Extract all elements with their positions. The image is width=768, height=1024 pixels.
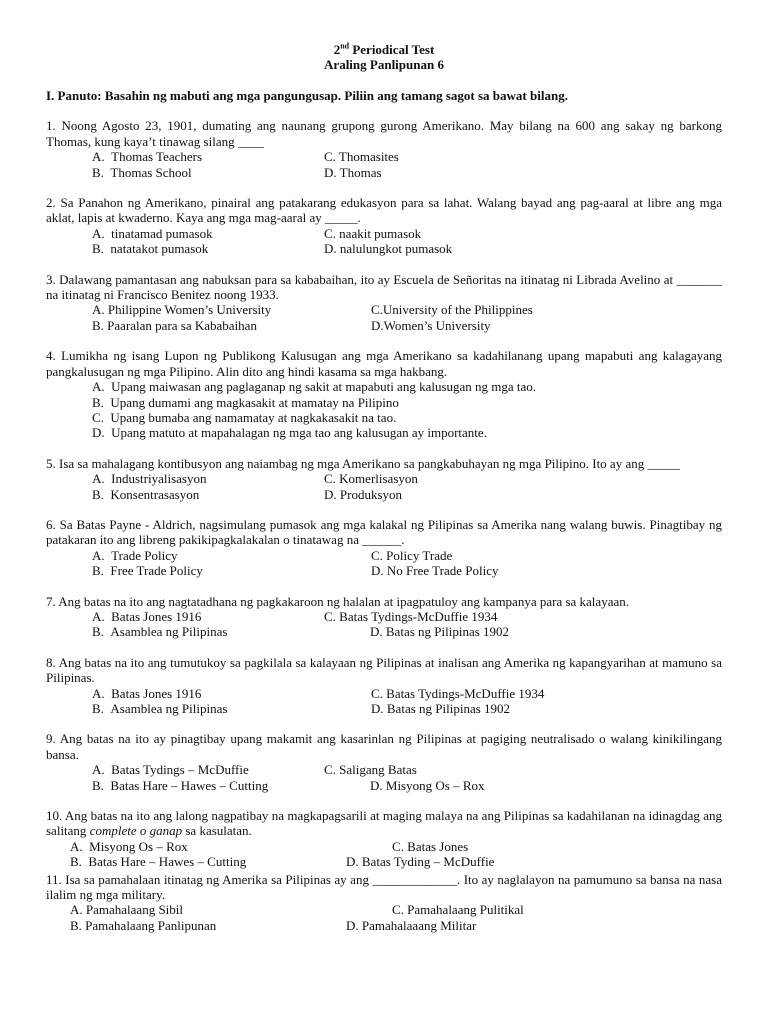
option-d: D. Thomas: [324, 164, 382, 180]
title-number: 2: [333, 42, 341, 57]
stem-part: sa kasulatan.: [182, 823, 252, 839]
option-c: C. Thomasites: [324, 149, 399, 165]
option-a: A. Batas Tydings – McDuffie: [92, 762, 249, 778]
option-c: C. Batas Tydings-McDuffie 1934: [324, 608, 498, 624]
options: [46, 839, 722, 870]
option-d: D. Batas Tyding – McDuffie: [346, 854, 495, 870]
question-5: [46, 456, 722, 502]
option-d: D.Women’s University: [371, 317, 491, 333]
option-d: D. Produksyon: [324, 486, 403, 502]
question-stem: 9. Ang batas na ito ay pinagtibay upang makamit ang kasarinlan ng Pilipinas at pagiging neutralisado o walang kinikilingang bansa.: [46, 731, 722, 762]
test-title: [46, 42, 722, 57]
option-c: C. Batas Tydings-McDuffie 1934: [371, 685, 545, 701]
options: [46, 471, 722, 502]
question-10: [46, 808, 722, 870]
question-stem: 5. Isa sa mahalagang kontibusyon ang naiambag ng mga Amerikano sa pangkabuhayan ng mga Pilipino. Ito ay ang _____: [46, 455, 680, 471]
option-b: B. Batas Hare – Hawes – Cutting: [70, 854, 247, 870]
option-d: D. Misyong Os – Rox: [370, 777, 485, 793]
question-9: [46, 731, 722, 793]
question-2: [46, 195, 722, 257]
options: [46, 902, 722, 933]
option-b: B. Upang dumami ang magkasakit at mamatay na Pilipino: [92, 394, 399, 410]
option-c: C. naakit pumasok: [324, 225, 422, 241]
question-1: [46, 118, 722, 180]
test-page: [46, 42, 722, 933]
options: [46, 302, 722, 333]
question-7: [46, 594, 722, 640]
option-d: D. Upang matuto at mapahalagan ng mga tao ang kalusugan ay importante.: [92, 425, 487, 441]
option-d: D. Pamahalaaang Militar: [346, 917, 477, 933]
question-stem: 7. Ang batas na ito ang nagtatadhana ng pagkakaroon ng halalan at ipagpatuloy ang kampanya para sa kalayaan.: [46, 593, 629, 609]
option-a: A. Industriyalisasyon: [92, 471, 207, 487]
stem-part: 10. Ang batas na ito ang lalong nagpatibay na magkapagsarili at maging malaya na ang Pilipinas sa kadahilanan na idinagdag ang salitang: [46, 808, 722, 839]
option-a: A. Upang maiwasan ang paglaganap ng sakit at mapabuti ang kalusugan ng mga tao.: [92, 379, 537, 395]
question-3: [46, 272, 722, 334]
question-4: [46, 348, 722, 440]
option-b: B. Asamblea ng Pilipinas: [92, 624, 228, 640]
option-b: B. Konsentrasasyon: [92, 486, 200, 502]
question-stem: 8. Ang batas na ito ang tumutukoy sa pagkilala sa kalayaan ng Pilipinas at inalisan ang Amerika ng kapangyarihan at mamuno sa Pilipinas.: [46, 654, 722, 686]
options: [46, 548, 722, 579]
title-text: Periodical Test: [349, 42, 435, 57]
options: [46, 686, 722, 717]
question-stem: 4. Lumikha ng isang Lupon ng Publikong Kalusugan ang mga Amerikano sa kadahilanang upang mapabuti ang kalagayang pangkalusugan ng mga Pilipino. Alin dito ang hindi kasama sa mga hakbang.: [46, 348, 722, 379]
question-stem: 6. Sa Batas Payne - Aldrich, nagsimulang pumasok ang mga kalakal ng Pilipinas sa Amerika nang walang buwis. Pinagtibay ng patakaran ito ang libreng pakikipagkalakalan o tinatawag na ______.: [46, 516, 722, 548]
option-c: C. Policy Trade: [371, 547, 453, 563]
options: [46, 149, 722, 180]
option-a: A. Philippine Women’s University: [92, 302, 272, 318]
subject-title: Araling Panlipunan 6: [324, 57, 444, 72]
option-c: C. Komerlisasyon: [324, 471, 418, 487]
option-c: C. Saligang Batas: [324, 762, 417, 778]
option-b: B. Thomas School: [92, 164, 192, 180]
option-c: C. Pamahalaang Pulitikal: [392, 902, 524, 918]
question-11: [46, 872, 722, 934]
option-b: B. natatakot pumasok: [92, 241, 209, 257]
option-b: B. Asamblea ng Pilipinas: [92, 701, 228, 716]
stem-emphasis: complete o ganap: [89, 823, 183, 839]
option-b: B. Free Trade Policy: [92, 563, 203, 579]
option-b: B. Batas Hare – Hawes – Cutting: [92, 777, 269, 793]
question-6: [46, 517, 722, 579]
option-a: A. Thomas Teachers: [92, 149, 203, 165]
option-a: A. Misyong Os – Rox: [70, 838, 188, 854]
question-stem: [46, 808, 722, 839]
option-a: A. Pamahalaang Sibil: [70, 902, 184, 918]
option-a: A. Trade Policy: [92, 547, 178, 563]
question-8: [46, 655, 722, 717]
option-b: B. Paaralan para sa Kababaihan: [92, 317, 257, 333]
options: [46, 762, 722, 793]
option-a: A. tinatamad pumasok: [92, 225, 213, 241]
option-c: C. Batas Jones: [392, 838, 469, 854]
option-d: D. nalulungkot pumasok: [324, 241, 453, 257]
option-c: C. Upang bumaba ang namamatay at nagkakasakit na tao.: [92, 409, 397, 425]
instruction: I. Panuto: Basahin ng mabuti ang mga pangungusap. Piliin ang tamang sagot sa bawat bilang.: [46, 88, 568, 103]
options: [46, 609, 722, 640]
question-stem: 3. Dalawang pamantasan ang nabuksan para sa kababaihan, ito ay Escuela de Señoritas na itinatag ni Librada Avelino at _______ na itinatag ni Francisco Benitez noong 1933.: [46, 271, 722, 303]
option-a: A. Batas Jones 1916: [92, 608, 202, 624]
option-b: B. Pamahalaang Panlipunan: [70, 917, 217, 933]
options: [46, 226, 722, 257]
question-stem: 11. Isa sa pamahalaan itinatag ng Amerika sa Pilipinas ay ang _____________. Ito ay naglalayon na pamumuno sa bansa na nasa ilalim ng mga military.: [46, 871, 722, 903]
option-d: D. No Free Trade Policy: [371, 563, 499, 579]
option-c: C.University of the Philippines: [371, 302, 533, 318]
option-d: D. Batas ng Pilipinas 1902: [370, 624, 510, 640]
question-stem: 1. Noong Agosto 23, 1901, dumating ang naunang grupong gurong Amerikano. May bilang na 600 ang sakay ng barkong Thomas, kung kaya’t tinawag silang ____: [46, 118, 722, 149]
title-superscript: nd: [340, 41, 350, 51]
option-d: D. Batas ng Pilipinas 1902: [371, 701, 511, 716]
option-a: A. Batas Jones 1916: [92, 685, 202, 701]
question-stem: 2. Sa Panahon ng Amerikano, pinairal ang patakarang edukasyon para sa lahat. Walang bayad ang pag-aaral at libre ang mga aklat, lapis at kwaderno. Kaya ang mga mag-aaral ay _____.: [46, 195, 722, 226]
options: [46, 379, 722, 441]
